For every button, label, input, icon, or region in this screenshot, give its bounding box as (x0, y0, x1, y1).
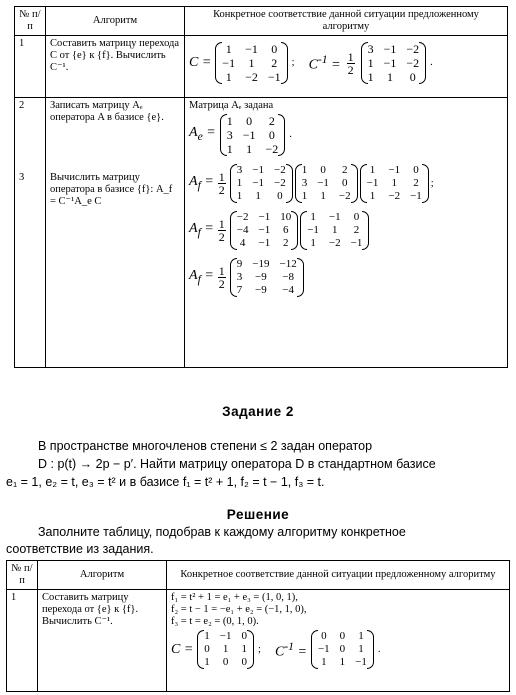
task-title: Задание 2 (222, 404, 294, 419)
matrix-cell: 1 (369, 164, 376, 176)
matrix-cell: −1 (317, 177, 329, 189)
matrix-cell: −1 (366, 177, 379, 189)
fraction: $\frac{1}{2}$ (347, 49, 354, 77)
row-algo: Составить матрицу перехода от {e} к {f}. Вычислить C⁻¹. (38, 590, 167, 692)
matrix-cell: 2 (282, 237, 289, 249)
row-algo: Записать матрицу Aₑ оператора A в базисе {e}. Вычислить матрицу оператора в базисе {f}: A_f = C⁻¹A_e C (46, 98, 185, 368)
matrix-cell: 1 (301, 190, 308, 202)
matrix-c (215, 42, 287, 84)
matrix-cell: −1 (410, 190, 422, 202)
matrix-cell: 1 (321, 656, 327, 668)
matrix-cell: −12 (279, 258, 297, 270)
matrix-cell: 1 (310, 211, 316, 223)
matrix-cell: −1 (242, 128, 256, 142)
matrix-cell: −2 (265, 142, 279, 156)
matrix-cell: 1 (255, 190, 261, 202)
matrix-result (230, 258, 304, 297)
matrix-cell: 1 (367, 70, 374, 84)
matrix-cell: −1 (388, 164, 401, 176)
basis-line-3: f₃ = t = e₂ = (0, 1, 0). (171, 616, 259, 627)
matrix-cell: −2 (338, 190, 351, 202)
row-num: 1 (15, 36, 46, 98)
matrix-cell: −1 (267, 70, 281, 84)
matrix-cell: 0 (241, 656, 248, 668)
matrix-cell: −1 (355, 656, 367, 668)
col-match-header: Конкретное соответствие данной ситуации предложенному алгоритму (167, 561, 510, 590)
algorithm-table-2 (6, 560, 510, 692)
row-match: f₁ = t² + 1 = e₁ + e₃ = (1, 0, 1), f₂ = t − 1 = −e₁ + e₂ = (−1, 1, 0), f₃ = t = e₂ = (0, 1, 0). C = 1 −1 0 0 1 1 1 0 0 ; $C^{-1}$ = 0 0 1 −1 0 1 1 1 −1 . (167, 590, 510, 692)
matrix-cell: 0 (204, 643, 210, 655)
row-match: Матрица Aₑ задана $A_e$ = 1 0 2 3 −1 0 1 1 −2 . $A_f$ = $\frac{1}{2}$ 3 −1 −2 1 −1 −2 1 1 0 1 0 2 3 −1 0 1 1 −2 1 −1 0 −1 1 2 1 −2 −1 ; $A_f$ = $\frac{1}{2}$ −2 −1 10 −4 −1 6 4 −1 2 1 −1 0 −1 1 2 1 −2 −1 $A_f$ = $\frac{1}{2}$ 9 −19 −12 3 −9 −8 7 −9 −4 (185, 98, 508, 368)
matrix-cell: −2 (406, 42, 420, 56)
task-line-3: e₁ = 1, e₂ = t, e₃ = t² и в базисе f₁ = t² + 1, f₂ = t − 1, f₃ = t. (6, 475, 325, 489)
matrix-step1-b (295, 164, 358, 203)
matrix-cell: 0 (413, 164, 419, 176)
matrix-cell: −1 (328, 211, 341, 223)
matrix-c-inverse (311, 630, 374, 669)
matrix-cell: 0 (271, 42, 278, 56)
matrix-cell: −1 (258, 237, 271, 249)
matrix-cell: 0 (268, 128, 275, 142)
matrix-cell: 9 (236, 258, 243, 270)
matrix-cell: 0 (277, 190, 283, 202)
matrix-cell: 1 (320, 190, 326, 202)
matrix-cell: 1 (226, 142, 233, 156)
matrix-cell: −1 (258, 224, 271, 236)
matrix-cell: 0 (353, 211, 360, 223)
matrix-cell: 1 (204, 656, 210, 668)
col-algo-header: Алгоритм (46, 7, 185, 36)
matrix-cell: 0 (409, 70, 416, 84)
matrix-ae (220, 114, 286, 156)
matrix-cell: −2 (245, 70, 258, 84)
row-num: 2 3 (15, 98, 46, 368)
matrix-cell: 6 (282, 224, 289, 236)
solution-line-1: Заполните таблицу, подобрав к каждому алгоритму конкретное (38, 525, 406, 539)
matrix-cell: −1 (307, 224, 319, 236)
matrix-cell: 1 (358, 630, 364, 642)
matrix-c-inverse (361, 42, 427, 84)
matrix-cell: 3 (367, 42, 374, 56)
matrix-cell: −2 (406, 56, 420, 70)
fraction: $\frac{1}{2}$ (218, 264, 225, 291)
matrix-cell: 1 (301, 164, 308, 176)
matrix-cell: 1 (241, 643, 248, 655)
matrix-cell: 1 (236, 190, 243, 202)
matrix-cell: −19 (252, 258, 270, 270)
matrix-cell: −1 (252, 177, 264, 189)
matrix-cell: 2 (342, 164, 348, 176)
basis-line-2: f₂ = t − 1 = −e₁ + e₂ = (−1, 1, 0), (171, 604, 307, 615)
matrix-cell: 1 (246, 142, 253, 156)
matrix-cell: 0 (222, 656, 229, 668)
matrix-cell: 0 (246, 114, 253, 128)
basis-line-1: f₁ = t² + 1 = e₁ + e₃ = (1, 0, 1), (171, 592, 298, 603)
matrix-cell: −4 (282, 284, 294, 296)
matrix-cell: −9 (255, 284, 267, 296)
solution-line-2: соответствие из задания. (6, 542, 154, 556)
matrix-cell: 0 (339, 630, 346, 642)
col-match-header: Конкретное соответствие данной ситуации предложенному алгоритму (185, 7, 508, 36)
matrix-cell: 1 (369, 190, 376, 202)
matrix-cell: −1 (252, 164, 264, 176)
matrix-cell: 3 (236, 271, 243, 283)
matrix-cell: 10 (280, 211, 292, 223)
col-num-header: № п/п (7, 561, 38, 590)
matrix-cell: 0 (241, 630, 248, 642)
row-algo: Составить матрицу перехода C от {e} к {f}. Вычислить C⁻¹. (46, 36, 185, 98)
matrix-cell: 1 (339, 656, 346, 668)
matrix-cell: 1 (310, 237, 316, 249)
fraction: $\frac{1}{2}$ (218, 217, 225, 244)
matrix-cell: 1 (367, 56, 374, 70)
matrix-cell: −1 (222, 56, 236, 70)
matrix-cell: −2 (273, 164, 286, 176)
matrix-cell: −2 (328, 237, 341, 249)
matrix-cell: 3 (236, 164, 243, 176)
matrix-cell: 1 (386, 70, 393, 84)
matrix-c (197, 630, 254, 669)
matrix-cell: −9 (255, 271, 267, 283)
row-num: 1 (7, 590, 38, 692)
task-line-2: D : p(t) → 2p − p′. Найти матрицу оператора D в стандартном базисе (38, 457, 436, 471)
fraction: $\frac{1}{2}$ (218, 170, 225, 197)
matrix-cell: 1 (391, 177, 397, 189)
matrix-cell: 0 (320, 164, 326, 176)
matrix-cell: 4 (239, 237, 246, 249)
matrix-cell: −8 (282, 271, 294, 283)
matrix-cell: −1 (219, 630, 232, 642)
matrix-cell: −1 (350, 237, 363, 249)
matrix-cell: 1 (248, 56, 255, 70)
matrix-cell: 1 (236, 177, 243, 189)
matrix-cell: −2 (236, 211, 249, 223)
matrix-cell: 1 (332, 224, 338, 236)
task-line-1: В пространстве многочленов степени ≤ 2 задан оператор (38, 439, 373, 453)
matrix-step1-c (360, 164, 429, 203)
col-num-header: № п/п (15, 7, 46, 36)
matrix-cell: 0 (342, 177, 348, 189)
matrix-cell: 1 (225, 42, 232, 56)
matrix-cell: 7 (236, 284, 243, 296)
matrix-step2-a (230, 211, 298, 250)
matrix-cell: 0 (321, 630, 327, 642)
matrix-cell: 2 (413, 177, 419, 189)
matrix-cell: 3 (301, 177, 308, 189)
matrix-cell: 2 (353, 224, 360, 236)
matrix-cell: −1 (245, 42, 258, 56)
matrix-cell: 1 (204, 630, 210, 642)
matrix-cell: 1 (222, 643, 229, 655)
row-match: C = 1 −1 0 −1 1 2 1 −2 −1 ; $C^{-1}$ = $\frac{1}{2}$ 3 −1 −2 1 −1 −2 1 1 0 . (185, 36, 508, 98)
matrix-cell: 1 (225, 70, 232, 84)
matrix-cell: −2 (388, 190, 401, 202)
matrix-cell: −1 (258, 211, 271, 223)
col-algo-header: Алгоритм (38, 561, 167, 590)
matrix-cell: −2 (273, 177, 286, 189)
solution-title: Решение (226, 507, 290, 522)
matrix-cell: 2 (271, 56, 278, 70)
matrix-cell: 1 (358, 643, 364, 655)
matrix-cell: 2 (268, 114, 275, 128)
matrix-cell: −1 (383, 56, 397, 70)
matrix-step2-b (300, 211, 369, 250)
algorithm-table-1 (14, 6, 508, 368)
matrix-step1-a (230, 164, 293, 203)
matrix-cell: −4 (236, 224, 249, 236)
matrix-cell: 1 (226, 114, 233, 128)
matrix-cell: −1 (383, 42, 397, 56)
matrix-cell: 3 (226, 128, 233, 142)
matrix-cell: −1 (317, 643, 330, 655)
matrix-cell: 0 (339, 643, 346, 655)
